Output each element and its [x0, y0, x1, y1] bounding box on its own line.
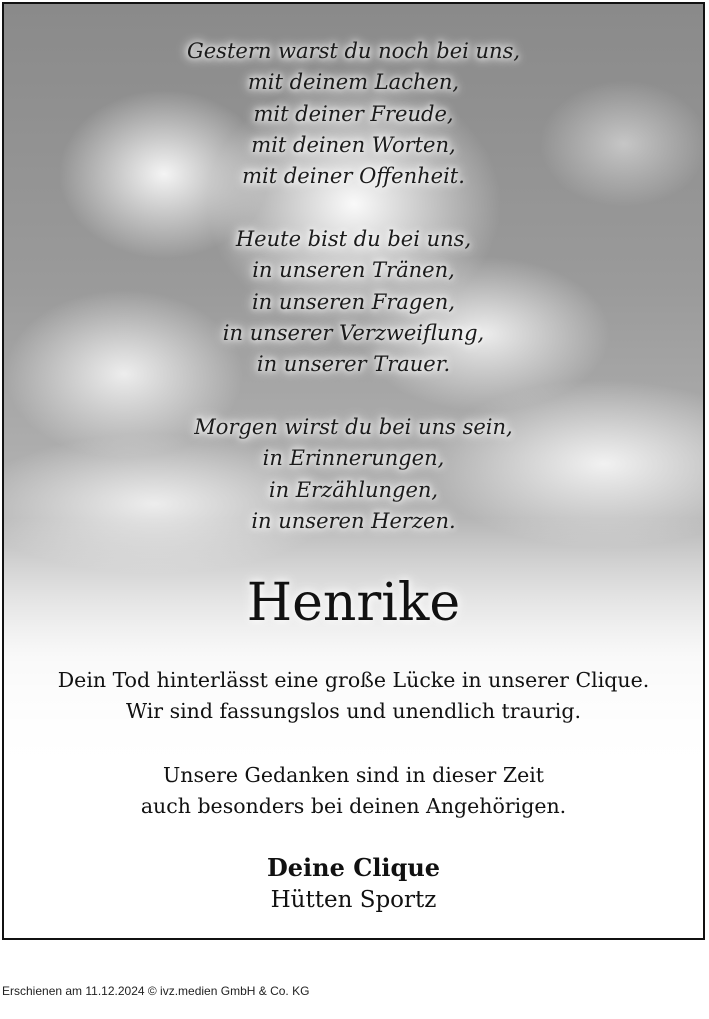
signature-title: Deine Clique [266, 853, 441, 882]
publication-footer: Erschienen am 11.12.2024 © ivz.medien GmbH & Co. KG [2, 984, 310, 998]
signature-subtitle: Hütten Sportz [270, 887, 437, 913]
message-line: auch besonders bei deinen Angehörigen. [140, 794, 567, 818]
poem-stanza-3 [4, 412, 703, 537]
poem-line: Heute bist du bei uns, [235, 227, 472, 251]
poem-line: Gestern warst du noch bei uns, [186, 39, 521, 63]
poem-stanza-2 [4, 224, 703, 380]
poem-line: mit deinen Worten, [251, 132, 456, 157]
poem-line: Morgen wirst du bei uns sein, [194, 415, 513, 439]
message-line: Unsere Gedanken sind in dieser Zeit [162, 763, 545, 787]
poem-line: mit deiner Offenheit. [242, 164, 465, 189]
poem-line: in unserer Verzweiflung, [222, 320, 485, 345]
poem-line: in unseren Tränen, [252, 258, 455, 283]
poem-line: in unserer Trauer. [256, 352, 451, 377]
poem-line: in Erzählungen, [268, 477, 439, 502]
poem-line: in unseren Fragen, [251, 289, 456, 314]
message-paragraph-1 [4, 665, 703, 727]
poem-line: in Erinnerungen, [262, 446, 445, 471]
poem-line: in unseren Herzen. [251, 508, 456, 533]
poem-stanza-1 [4, 36, 703, 192]
obituary-card [2, 2, 705, 940]
message-line: Wir sind fassungslos und unendlich traurig. [125, 699, 581, 723]
poem-line: mit deinem Lachen, [247, 70, 460, 95]
poem-line: mit deiner Freude, [253, 101, 454, 126]
deceased-name: Henrike [246, 573, 461, 633]
message-paragraph-2 [4, 760, 703, 822]
message-line: Dein Tod hinterlässt eine große Lücke in unserer Clique. [57, 668, 650, 692]
